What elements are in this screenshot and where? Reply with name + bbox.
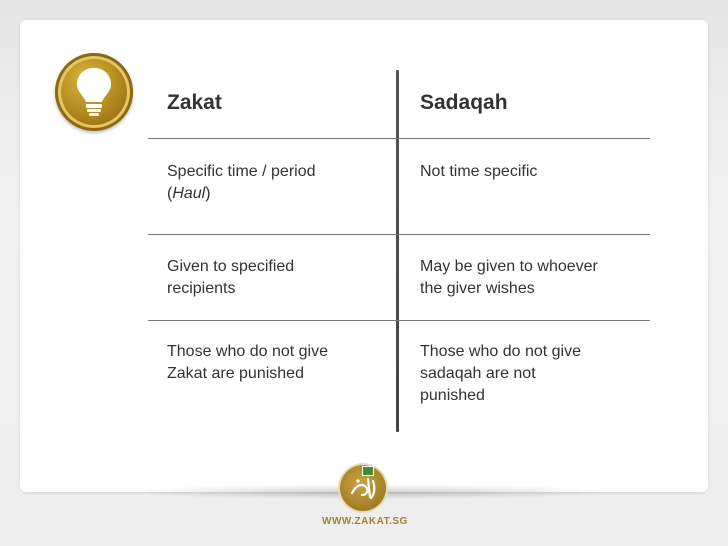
row2-zakat-line1: Given to specified	[167, 258, 295, 275]
lightbulb-icon	[74, 66, 114, 118]
row1-zakat-line2	[167, 183, 316, 205]
column-divider	[396, 70, 399, 432]
row-divider-2	[148, 320, 650, 321]
row3-zakat-line1: Those who do not give	[167, 343, 328, 360]
row2-zakat-cell	[167, 256, 294, 300]
row-divider-1	[148, 234, 650, 235]
lightbulb-badge	[55, 53, 133, 131]
row2-sadaqah-line1: May be given to whoever	[420, 258, 598, 275]
row1-zakat-line1: Specific time / period	[167, 163, 316, 180]
row3-zakat-line2: Zakat are punished	[167, 365, 304, 382]
row1-sadaqah-cell: Not time specific	[420, 163, 538, 180]
paren-close: )	[205, 185, 211, 202]
header-divider	[148, 138, 650, 139]
header-sadaqah: Sadaqah	[420, 91, 508, 114]
row1-zakat-cell	[167, 161, 316, 205]
header-zakat: Zakat	[167, 91, 222, 114]
haul-term: Haul	[172, 185, 206, 202]
row3-zakat-cell	[167, 341, 328, 385]
row3-sadaqah-line3: punished	[420, 387, 485, 404]
row3-sadaqah-line2: sadaqah are not	[420, 365, 536, 382]
row2-zakat-line2: recipients	[167, 280, 236, 297]
row2-sadaqah-line2: the giver wishes	[420, 280, 535, 297]
footer-url[interactable]: WWW.ZAKAT.SG	[322, 516, 408, 527]
row3-sadaqah-cell	[420, 341, 581, 407]
row3-sadaqah-line1: Those who do not give	[420, 343, 581, 360]
row2-sadaqah-cell	[420, 256, 598, 300]
logo-flag-mark	[362, 466, 374, 476]
paren-open: (	[167, 185, 173, 202]
